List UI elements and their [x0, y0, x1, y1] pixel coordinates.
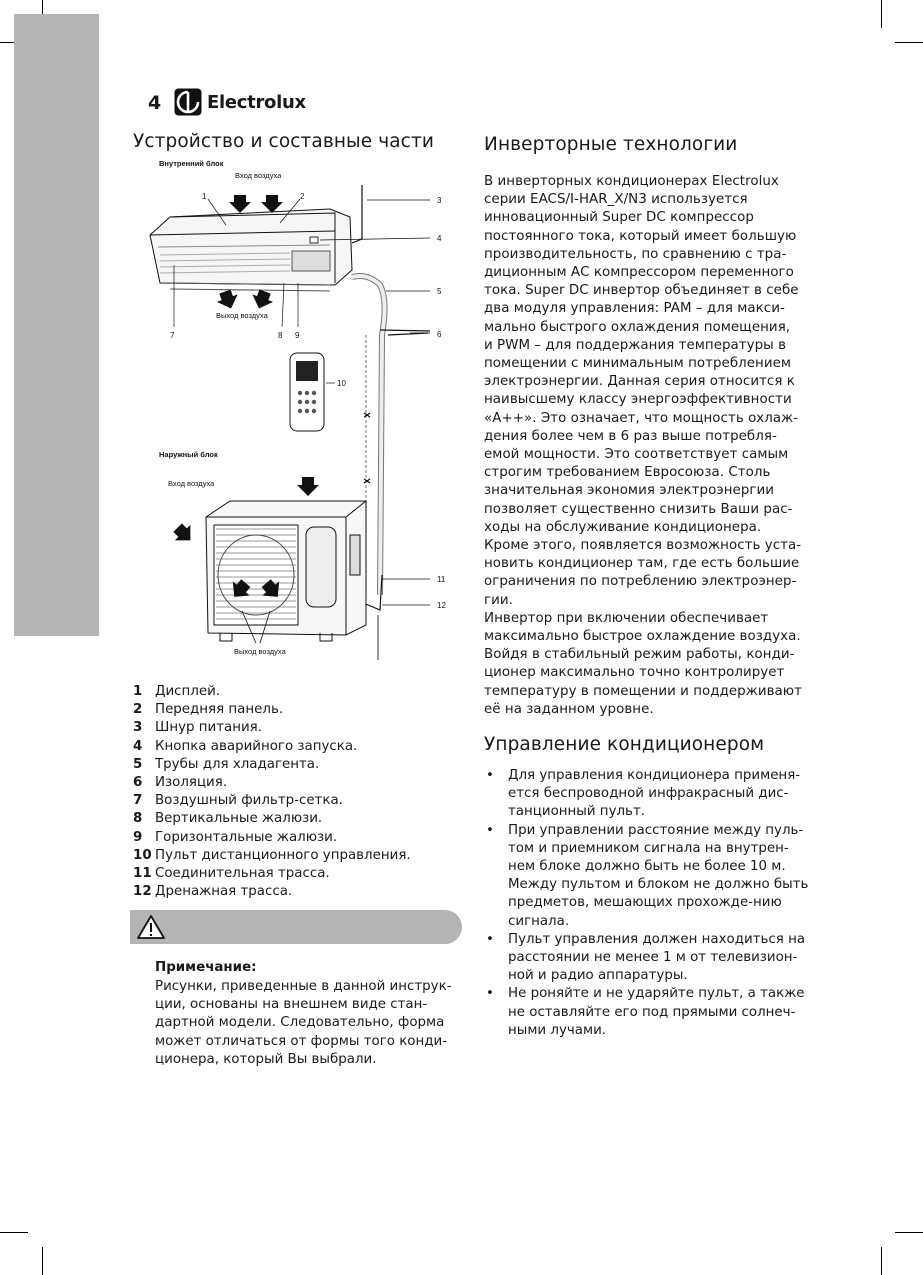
parts-legend [133, 683, 411, 901]
control-bullets [484, 767, 814, 1040]
callout-7: 7 [170, 331, 175, 340]
brand-logo [174, 88, 306, 116]
crop-mark [895, 1232, 923, 1233]
callout-3: 3 [437, 196, 442, 205]
left-heading: Устройство и составные части [133, 131, 434, 152]
outdoor-unit-drawing [206, 501, 366, 641]
callout-9: 9 [295, 331, 300, 340]
note-body: Рисунки, приведенные в данной инструк- ции, основаны на внешнем виде стан- дартной модели. Следовательно, форма может отличаться от формы того конди- ционера, который Вы выбрали. [155, 979, 452, 1067]
crop-mark [881, 0, 882, 28]
page-number: 4 [148, 92, 162, 114]
side-tab [14, 14, 99, 636]
callout-12: 12 [437, 601, 446, 610]
legend-item: 3 Шнур питания. [133, 720, 262, 736]
list-item: • Для управления кондиционера применя-ется беспроводной инфракрасный дис-танционный пульт. [484, 767, 814, 822]
legend-item: 12 Дренажная трасса. [133, 884, 293, 900]
brand-name: Electrolux [207, 91, 306, 113]
air-in-label-outdoor: Вход воздуха [168, 479, 215, 488]
crop-mark [0, 1232, 28, 1233]
legend-item: 9 Горизонтальные жалюзи. [133, 829, 338, 845]
remote-control-drawing [290, 353, 324, 431]
legend-item: 10 Пульт дистанционного управления. [133, 847, 411, 863]
note-title: Примечание: [155, 960, 257, 975]
list-item: • Не роняйте и не ударяйте пульт, а также не оставляйте его под прямыми солнеч-ными лучами. [484, 985, 814, 1040]
indoor-unit-drawing [150, 209, 352, 291]
control-heading: Управление кондиционером [484, 734, 765, 755]
list-item: • Пульт управления должен находиться на расстоянии не менее 1 м от телевизион-ной и радио аппаратуры. [484, 931, 814, 986]
electrolux-logo-icon [174, 88, 202, 116]
callout-10: 10 [337, 379, 346, 388]
legend-item: 2 Передняя панель. [133, 702, 284, 718]
crop-mark [42, 1247, 43, 1275]
callout-8: 8 [278, 331, 283, 340]
callout-5: 5 [437, 287, 442, 296]
list-item: • При управлении расстояние между пуль-том и приемником сигнала на внутрен-нем блоке должно быть не более 10 м. Между пультом и блоком не должно быть предметов, мешающих прохожде-нию сигнала. [484, 822, 814, 931]
air-out-label-outdoor: Выход воздуха [234, 647, 286, 656]
legend-item: 11 Соединительная трасса. [133, 866, 330, 882]
callout-2: 2 [300, 192, 305, 201]
air-out-label: Выход воздуха [216, 311, 268, 320]
callout-4: 4 [437, 234, 442, 243]
crop-mark [881, 1247, 882, 1275]
legend-item: 1 Дисплей. [133, 684, 221, 699]
callout-6: 6 [437, 330, 442, 339]
legend-item: 7 Воздушный фильтр-сетка. [133, 793, 343, 809]
air-in-label: Вход воздуха [235, 171, 282, 180]
callout-11: 11 [437, 575, 446, 584]
legend-item: 6 Изоляция. [133, 775, 228, 791]
warning-bar [130, 910, 462, 944]
inverter-heading: Инверторные технологии [484, 134, 738, 155]
legend-item: 8 Вертикальные жалюзи. [133, 811, 323, 827]
callout-1: 1 [202, 192, 207, 201]
inverter-text: В инверторных кондиционерах Electrolux серии EACS/I-HAR_X/N3 используется инновационный Super DC компрессор постоянного тока, который имеет большую производительность, по сравнению с тра- диционным АС компрессором переменного тока. Super DC инвертор объединяет в себе два модуля управления: PAM – для макси- мально быстрого охлаждения помещения, и PWM – для поддержания температуры в помещении с минимальным потреблением электроэнергии. Данная серия относится к наивысшему классу энергоэффективности «А++». Это означает, что мощность охлаж- дения более чем в 6 раз выше потребля- емой мощности. Это соответствует самым строгим требованием Евросоюза. Столь значительная экономия электроэнергии позволяет существенно снизить Ваши рас- ходы на обслуживание кондиционера. Кроме этого, появляется возможность уста- новить кондиционер там, где есть большие ограничения по потреблению электроэнер- гии. Инвертор при включении обеспечивает максимально быстрое охлаждение воздуха. Войдя в стабильный режим работы, конди- ционер максимально точно контролирует температуру в помещении и поддерживают её на заданном уровне. [484, 174, 802, 717]
warning-triangle-icon [136, 914, 166, 940]
legend-item: 5 Трубы для хладагента. [133, 756, 320, 772]
crop-mark [895, 42, 923, 43]
diagram [130, 155, 460, 665]
outdoor-title: Наружный блок [159, 450, 218, 459]
indoor-title: Внутренний блок [159, 159, 224, 168]
legend-item: 4 Кнопка аварийного запуска. [133, 738, 358, 754]
